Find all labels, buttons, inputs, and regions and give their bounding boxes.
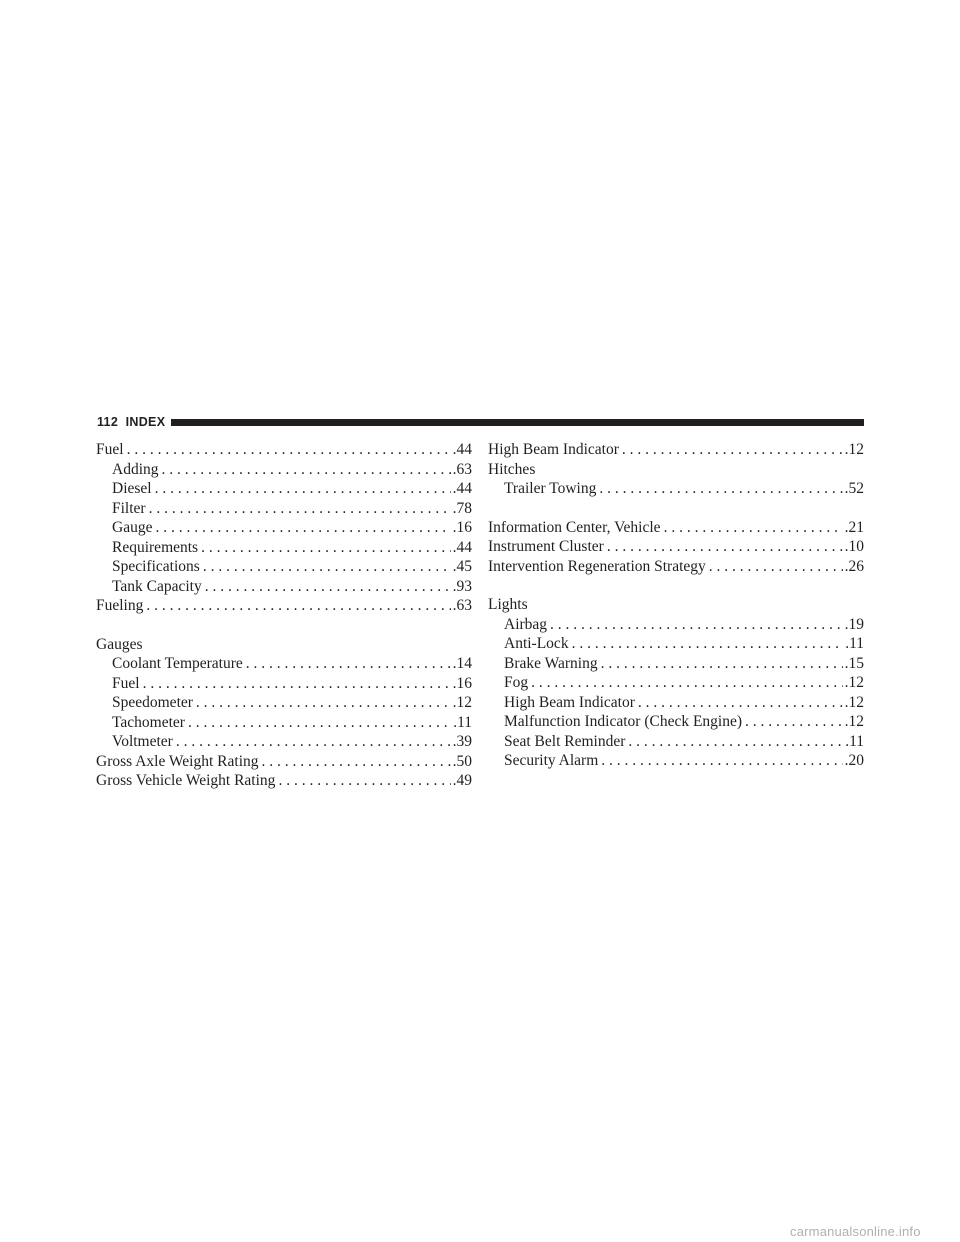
index-subentry: High Beam Indicator . . . .12 (488, 693, 864, 713)
index-subentry: Voltmeter . . . .39 (96, 732, 472, 752)
index-heading-lights: Lights (488, 596, 528, 613)
group-spacer (488, 499, 864, 518)
page-number: 112 (97, 415, 119, 429)
index-subentry: Specifications . . . .45 (96, 557, 472, 577)
group-spacer (96, 616, 472, 635)
index-subentry: Airbag . . . .19 (488, 615, 864, 635)
index-subentry: Coolant Temperature . . . .14 (96, 654, 472, 674)
page-header (97, 414, 864, 431)
index-entry-gross-vehicle: Gross Vehicle Weight Rating . . . .49 (96, 771, 472, 791)
group-spacer (488, 576, 864, 595)
index-subentry: Tank Capacity . . . .93 (96, 577, 472, 597)
header-rule (171, 419, 864, 426)
index-entry-gross-axle: Gross Axle Weight Rating . . . .50 (96, 752, 472, 772)
index-subentry: Tachometer . . . .11 (96, 713, 472, 733)
index-subentry: Security Alarm . . . .20 (488, 751, 864, 771)
index-entry-intervention: Intervention Regeneration Strategy . . . .26 (488, 557, 864, 577)
index-subentry: Trailer Towing . . . .52 (488, 479, 864, 499)
index-subentry: Seat Belt Reminder . . . .11 (488, 732, 864, 752)
section-title: INDEX (125, 415, 166, 429)
index-entry-high-beam: High Beam Indicator . . . .12 (488, 440, 864, 460)
index-column-right (488, 440, 864, 771)
index-subentry: Malfunction Indicator (Check Engine) . . . .12 (488, 712, 864, 732)
index-subentry: Fuel . . . .16 (96, 674, 472, 694)
index-subentry: Fog . . . .12 (488, 673, 864, 693)
index-entry-fuel: Fuel . . . .44 (96, 440, 472, 460)
index-subentry: Filter . . . .78 (96, 499, 472, 519)
watermark: carmanualsonline.info (790, 1224, 921, 1239)
index-subentry: Speedometer . . . .12 (96, 693, 472, 713)
index-entry-info-center: Information Center, Vehicle . . . .21 (488, 518, 864, 538)
index-column-left (96, 440, 472, 791)
index-subentry: Adding . . . .63 (96, 460, 472, 480)
index-subentry: Requirements . . . .44 (96, 538, 472, 558)
index-subentry: Brake Warning . . . .15 (488, 654, 864, 674)
index-subentry: Gauge . . . .16 (96, 518, 472, 538)
index-subentry: Anti-Lock . . . .11 (488, 634, 864, 654)
index-heading-hitches: Hitches (488, 460, 536, 478)
index-heading-gauges: Gauges (96, 635, 143, 653)
index-entry-fueling: Fueling . . . .63 (96, 596, 472, 616)
index-subentry: Diesel . . . .44 (96, 479, 472, 499)
index-entry-instrument-cluster: Instrument Cluster . . . .10 (488, 537, 864, 557)
page-header-text (97, 414, 165, 431)
